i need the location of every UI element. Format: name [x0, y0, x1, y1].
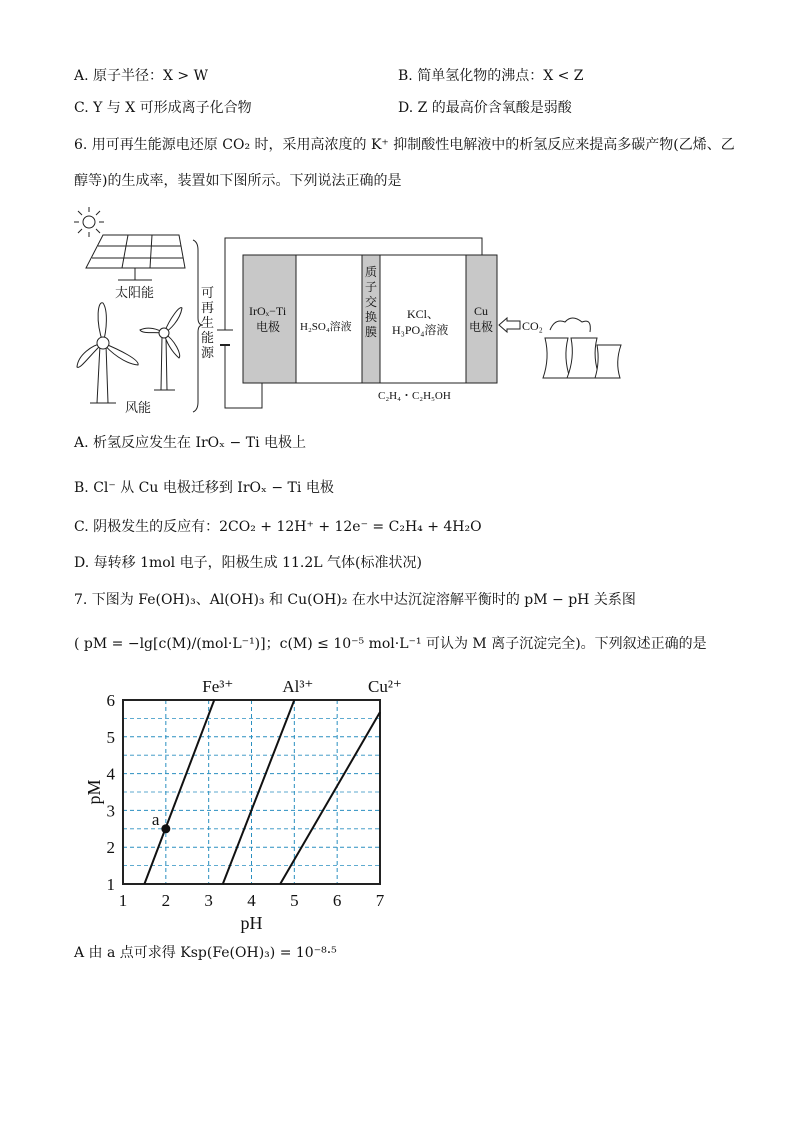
x-tick-label: 3: [204, 891, 213, 910]
series-label: Fe³⁺: [202, 677, 234, 696]
q7-stem-line2: ( pM = −lg[c(M)/(mol·L⁻¹)]；c(M) ≤ 10⁻⁵ mol·L⁻¹ 可认为 M 离子沉淀完全)。下列叙述正确的是: [74, 636, 707, 652]
q5-option-a: A. 原子半径：X > W: [74, 68, 208, 84]
q5-option-b: B. 简单氢化物的沸点：X < Z: [398, 68, 584, 84]
y-tick-label: 6: [106, 691, 115, 710]
y-tick-label: 4: [106, 764, 115, 784]
point-a-label: a: [151, 809, 160, 829]
svg-text:KCl、: KCl、: [407, 307, 440, 321]
q6-option-d: D. 每转移 1mol 电子，阳极生成 11.2L 气体(标准状况): [74, 555, 422, 571]
svg-text:膜: 膜: [365, 325, 378, 339]
q7-option-a: A 由 a 点可求得 Ksp(Fe(OH)₃) = 10⁻⁸·⁵: [74, 945, 337, 961]
q6-stem-line1: 6. 用可再生能源电还原 CO₂ 时，采用高浓度的 K⁺ 抑制酸性电解液中的析氢反应来提高多碳产物(乙烯、乙: [74, 137, 735, 153]
svg-text:换: 换: [365, 310, 378, 324]
y-tick-label: 1: [106, 875, 115, 894]
svg-text:CO₂: CO₂: [522, 319, 543, 333]
x-tick-label: 5: [290, 891, 299, 910]
q5-option-c: C. Y 与 X 可形成离子化合物: [74, 100, 252, 116]
x-axis-label: pH: [240, 913, 263, 933]
q7-stem-line1: 7. 下图为 Fe(OH)₃、Al(OH)₃ 和 Cu(OH)₂ 在水中达沉淀溶解平衡时的 pM − pH 关系图: [74, 592, 636, 608]
q6-option-c: C. 阴极发生的反应有：2CO₂ + 12H⁺ + 12e⁻ = C₂H₄ + 4H₂O: [74, 519, 482, 535]
svg-text:源: 源: [201, 345, 215, 360]
y-axis-label: pM: [84, 779, 104, 805]
svg-text:电极: 电极: [469, 320, 494, 334]
x-tick-label: 2: [161, 891, 171, 910]
svg-text:H₂SO₄溶液: H₂SO₄溶液: [300, 321, 352, 333]
y-tick-label: 2: [106, 838, 115, 858]
svg-text:C₂H₄・C₂H₅OH: C₂H₄・C₂H₅OH: [378, 390, 451, 402]
svg-text:电极: 电极: [256, 320, 281, 334]
y-tick-label: 5: [106, 727, 115, 747]
y-tick-label: 3: [106, 801, 115, 821]
svg-text:子: 子: [365, 280, 378, 294]
svg-text:能: 能: [201, 330, 215, 345]
svg-text:H₃PO₄溶液: H₃PO₄溶液: [392, 323, 449, 337]
x-tick-label: 1: [118, 891, 128, 910]
svg-text:可: 可: [201, 285, 215, 300]
point-a-marker: [161, 824, 170, 833]
svg-text:IrOₓ−Ti: IrOₓ−Ti: [249, 304, 287, 318]
x-tick-label: 6: [332, 891, 342, 910]
svg-text:生: 生: [201, 315, 215, 330]
series-label: Cu²⁺: [368, 677, 402, 696]
q5-option-d: D. Z 的最高价含氧酸是弱酸: [398, 100, 572, 116]
series-line: [280, 712, 380, 884]
svg-text:交: 交: [365, 295, 378, 309]
solar-label: 太阳能: [115, 285, 155, 300]
wind-label: 风能: [125, 400, 152, 415]
x-tick-label: 7: [375, 891, 385, 910]
series-label: Al³⁺: [282, 677, 314, 696]
q6-stem-line2: 醇等)的生成率，装置如下图所示。下列说法正确的是: [74, 173, 402, 189]
q6-option-b: B. Cl⁻ 从 Cu 电极迁移到 IrOₓ − Ti 电极: [74, 480, 334, 496]
q6-option-a: A. 析氢反应发生在 IrOₓ − Ti 电极上: [74, 435, 306, 451]
svg-text:再: 再: [201, 300, 215, 315]
svg-text:Cu: Cu: [474, 304, 489, 318]
x-tick-label: 4: [247, 891, 256, 910]
svg-text:质: 质: [365, 265, 378, 279]
series-line: [223, 700, 295, 884]
